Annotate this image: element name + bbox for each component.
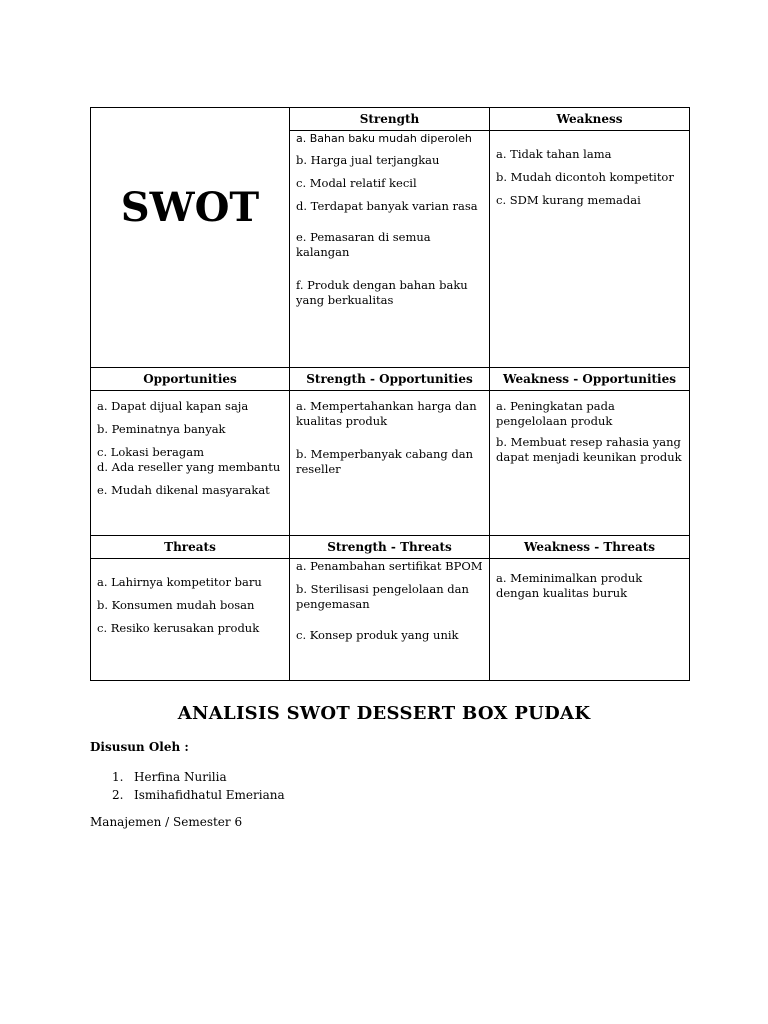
wt-cell bbox=[490, 559, 690, 681]
threats-item: c. Resiko kerusakan produk bbox=[97, 621, 260, 635]
wt-header: Weakness - Threats bbox=[490, 536, 690, 559]
st-item: c. Konsep produk yang unik bbox=[296, 628, 459, 642]
opportunities-header: Opportunities bbox=[91, 368, 290, 391]
strength-item: c. Modal relatif kecil bbox=[296, 176, 417, 190]
program-info: Manajemen / Semester 6 bbox=[90, 815, 243, 829]
swot-corner-cell bbox=[91, 108, 290, 368]
strength-item: a. Bahan baku mudah diperoleh bbox=[296, 132, 472, 145]
byline: Disusun Oleh : bbox=[90, 740, 189, 754]
threats-item: b. Konsumen mudah bosan bbox=[97, 598, 255, 612]
opportunities-cell bbox=[91, 391, 290, 536]
threats-cell bbox=[91, 559, 290, 681]
author-number: 1. bbox=[112, 770, 124, 784]
opportunities-item: d. Ada reseller yang membantu bbox=[97, 460, 281, 474]
strength-header: Strength bbox=[290, 108, 490, 131]
strength-item: d. Terdapat banyak varian rasa bbox=[296, 199, 478, 213]
threats-item: a. Lahirnya kompetitor baru bbox=[97, 575, 262, 589]
opportunities-item: a. Dapat dijual kapan saja bbox=[97, 399, 249, 413]
author-list bbox=[112, 768, 285, 804]
author-item bbox=[112, 786, 285, 804]
so-item: a. Mempertahankan harga dan kualitas produk bbox=[296, 399, 477, 428]
author-number: 2. bbox=[112, 788, 124, 802]
wo-item: a. Peningkatan pada pengelolaan produk bbox=[496, 399, 615, 428]
wo-cell bbox=[490, 391, 690, 536]
opportunities-item: e. Mudah dikenal masyarakat bbox=[97, 483, 270, 497]
weakness-cell bbox=[490, 131, 690, 368]
so-cell bbox=[290, 391, 490, 536]
opportunities-item: b. Peminatnya banyak bbox=[97, 422, 226, 436]
swot-table bbox=[90, 107, 690, 681]
threats-header: Threats bbox=[91, 536, 290, 559]
st-item: b. Sterilisasi pengelolaan dan pengemasan bbox=[296, 582, 469, 611]
author-name: Herfina Nurilia bbox=[134, 770, 227, 784]
strength-item: e. Pemasaran di semua kalangan bbox=[296, 230, 431, 259]
wo-item: b. Membuat resep rahasia yang dapat menjadi keunikan produk bbox=[496, 435, 682, 464]
st-item: a. Penambahan sertifikat BPOM bbox=[296, 559, 483, 573]
weakness-item: b. Mudah dicontoh kompetitor bbox=[496, 170, 674, 184]
author-name: Ismihafidhatul Emeriana bbox=[134, 788, 285, 802]
wt-item: a. Meminimalkan produk dengan kualitas buruk bbox=[496, 571, 643, 600]
wo-header: Weakness - Opportunities bbox=[490, 368, 690, 391]
swot-heading: SWOT bbox=[120, 184, 260, 231]
weakness-item: c. SDM kurang memadai bbox=[496, 193, 641, 207]
strength-item: b. Harga jual terjangkau bbox=[296, 153, 440, 167]
opportunities-item: c. Lokasi beragam bbox=[97, 445, 205, 459]
st-header: Strength - Threats bbox=[290, 536, 490, 559]
weakness-item: a. Tidak tahan lama bbox=[496, 147, 612, 161]
author-item bbox=[112, 768, 285, 786]
so-header: Strength - Opportunities bbox=[290, 368, 490, 391]
st-cell bbox=[290, 559, 490, 681]
weakness-header: Weakness bbox=[490, 108, 690, 131]
document-title: ANALISIS SWOT DESSERT BOX PUDAK bbox=[177, 703, 591, 724]
strength-item: f. Produk dengan bahan baku yang berkualitas bbox=[296, 278, 468, 307]
strength-cell bbox=[290, 131, 490, 368]
so-item: b. Memperbanyak cabang dan reseller bbox=[296, 447, 473, 476]
